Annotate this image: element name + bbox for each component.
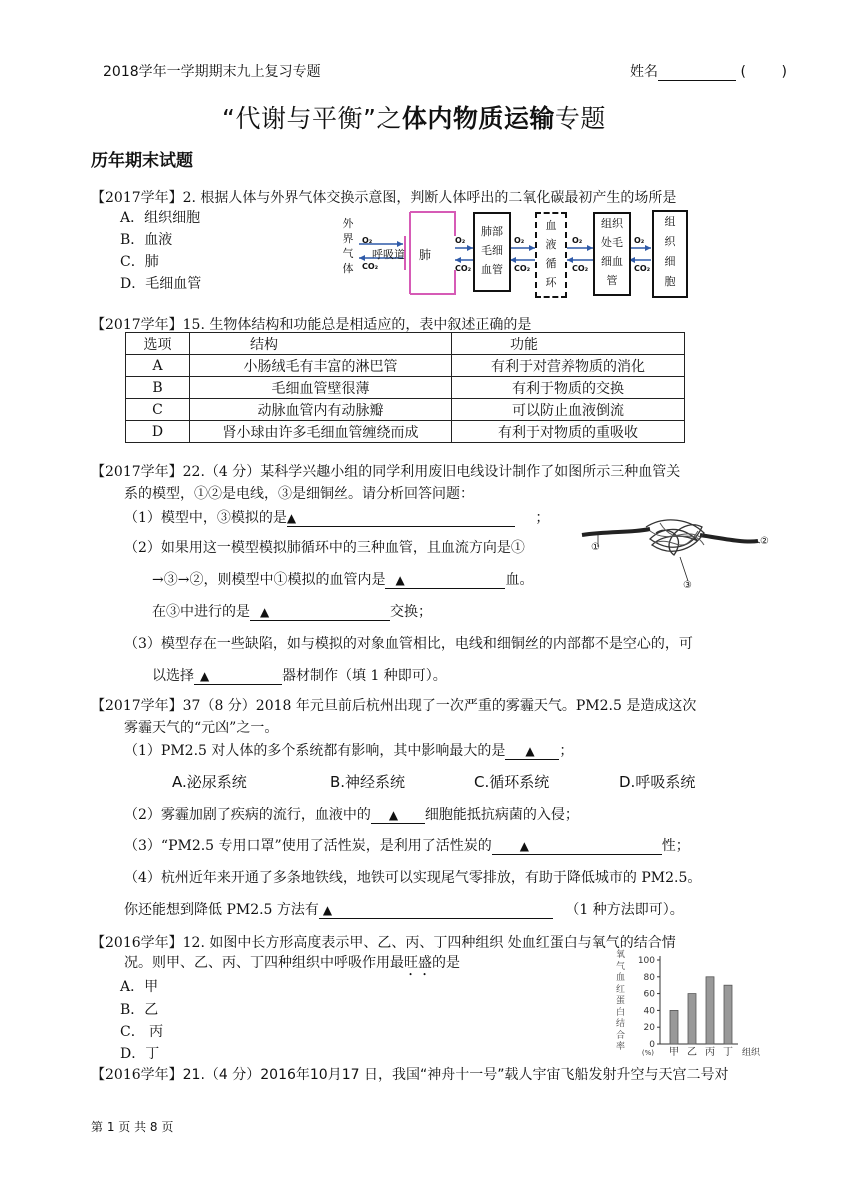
- q2-stem: 【2017学年】15. 生物体结构和功能总是相适应的，表中叙述正确的是: [91, 317, 532, 333]
- model-mark-2: ②: [760, 536, 769, 547]
- chart-bar: [670, 1010, 678, 1044]
- diagram-o2-label-3: O₂: [514, 236, 525, 245]
- q5-option-c: C． 丙: [120, 1024, 164, 1040]
- chart-y-tick-label: 40: [643, 1006, 655, 1017]
- diagram-co2-label-2: CO₂: [455, 264, 472, 273]
- model-mark-3: ③: [683, 580, 692, 591]
- table-cell: C: [126, 399, 190, 421]
- q3-part-3-line-2: 以选择 ▲ 器材制作（填 1 种即可）。: [152, 668, 447, 684]
- chart-y-tick-label: 20: [643, 1023, 655, 1034]
- header-name-label: 姓名 ( ): [630, 64, 787, 80]
- chart-x-tick-label: 丙: [705, 1047, 715, 1058]
- table-cell: 动脉血管内有动脉瓣: [190, 399, 452, 421]
- table-header-cell: 结构: [190, 333, 452, 355]
- q4-option-c: C.循环系统: [474, 773, 550, 791]
- diagram-co2-label: CO₂: [362, 262, 379, 271]
- q4-part-4: （4）杭州近年来开通了多条地铁线，地铁可以实现尾气零排放，有助于降低城市的 PM2.5。: [124, 870, 702, 886]
- chart-bar: [706, 977, 714, 1044]
- oxygen-binding-chart: [612, 948, 770, 1060]
- q4-option-b: B.神经系统: [330, 773, 406, 791]
- q3-part-2-line-2: →③→②，则模型中①模拟的血管内是 ▲ 血。: [152, 572, 534, 588]
- q4-part-5: 你还能想到降低 PM2.5 方法有 ▲ （1 种方法即可）。: [124, 902, 684, 918]
- chart-x-tick-label: 甲: [669, 1047, 679, 1058]
- diagram-lung: 肺: [419, 248, 432, 262]
- page-footer: 第 1 页 共 8 页: [91, 1120, 174, 1134]
- chart-bar: [688, 994, 696, 1044]
- diagram-co2-label-3: CO₂: [514, 264, 531, 273]
- chart-bar: [724, 985, 732, 1044]
- diagram-o2-label: O₂: [362, 236, 373, 245]
- q5-option-a: A．甲: [120, 979, 159, 995]
- table-row: [126, 377, 685, 399]
- page-title: “代谢与平衡”之体内物质运输专题: [222, 104, 606, 133]
- table-cell: 可以防止血液倒流: [452, 399, 685, 421]
- table-cell: 肾小球由许多毛细血管缠绕而成: [190, 421, 452, 443]
- table-header-row: [126, 333, 685, 355]
- diagram-o2-label-4: O₂: [572, 236, 583, 245]
- table-row: [126, 399, 685, 421]
- diagram-co2-label-5: CO₂: [634, 264, 651, 273]
- chart-xlabel: 组织: [742, 1048, 761, 1058]
- diagram-tissue-capillary: 组织处毛细血管: [601, 217, 623, 287]
- table-cell: 小肠绒毛有丰富的淋巴管: [190, 355, 452, 377]
- q4-part-3: （3）“PM2.5 专用口罩”使用了活性炭，是利用了活性炭的 ▲ 性；: [124, 838, 690, 854]
- table-cell: 有利于对营养物质的消化: [452, 355, 685, 377]
- table-row: [126, 355, 685, 377]
- chart-y-tick-label: 100: [637, 956, 655, 966]
- q4-part-1: （1）PM2.5 对人体的多个系统都有影响，其中影响最大的是 ▲ ；: [124, 743, 574, 759]
- chart-x-tick-label: 乙: [687, 1047, 697, 1058]
- table-cell: 毛细血管壁很薄: [190, 377, 452, 399]
- table-cell: B: [126, 377, 190, 399]
- chart-svg: [612, 948, 770, 1060]
- chart-ylabel: 氧气血红蛋白结合率: [616, 950, 626, 1052]
- q1-option-b: B．血液: [120, 232, 173, 248]
- q6-stem: 【2016学年】21.（4 分）2016年10月17 日，我国“神舟十一号”载人宇宙飞船发射升空与天宫二号对: [91, 1067, 729, 1083]
- q5-stem-2: 况。则甲、乙、丙、丁四种组织中呼吸作用最旺盛的是: [124, 955, 460, 971]
- q3-part-3-line-1: （3）模型存在一些缺陷，如与模拟的对象血管相比，电线和细铜丝的内部都不是空心的，可: [124, 636, 693, 652]
- chart-x-tick-label: 丁: [723, 1047, 733, 1058]
- diagram-o2-label-5: O₂: [634, 236, 645, 245]
- q4-option-d: D.呼吸系统: [619, 773, 696, 791]
- header-left: 2018学年一学期期末九上复习专题: [103, 64, 321, 80]
- diagram-co2-label-4: CO₂: [572, 264, 589, 273]
- diagram-airway: 呼吸道: [372, 248, 405, 261]
- q3-stem-1: 【2017学年】22.（4 分）某科学兴趣小组的同学利用废旧电线设计制作了如图所示三种血管关: [91, 464, 681, 480]
- chart-y-tick-label: 0: [649, 1040, 655, 1050]
- chart-y-tick-label: 60: [643, 989, 655, 1000]
- table-row: [126, 421, 685, 443]
- q5-stem-1: 【2016学年】12. 如图中长方形高度表示甲、乙、丙、丁四种组织 处血红蛋白与氧气的结合情: [91, 935, 676, 951]
- diagram-lines: [355, 208, 695, 304]
- q1-option-a: A．组织细胞: [120, 210, 201, 226]
- chart-y-tick-label: 80: [643, 972, 655, 983]
- table-cell: D: [126, 421, 190, 443]
- table-cell: 有利于对物质的重吸收: [452, 421, 685, 443]
- diagram-lung-capillary: 肺部毛细血管: [481, 225, 503, 276]
- q4-part-2: （2）雾霾加剧了疾病的流行，血液中的 ▲ 细胞能抵抗病菌的入侵；: [124, 807, 579, 823]
- q3-stem-2: 系的模型，①②是电线，③是细铜丝。请分析回答问题：: [124, 486, 474, 502]
- q3-part-2-line-3: 在③中进行的是 ▲ 交换；: [152, 604, 432, 620]
- q1-stem: 【2017学年】2. 根据人体与外界气体交换示意图，判断人体呼出的二氧化碳最初产生的场所是: [91, 190, 677, 206]
- diagram-o2-label-2: O₂: [455, 236, 466, 245]
- diagram-outside-air: 外界气体: [342, 217, 354, 275]
- table-cell: 有利于物质的交换: [452, 377, 685, 399]
- q4-stem-2: 雾霾天气的“元凶”之一。: [124, 720, 279, 736]
- table-cell: A: [126, 355, 190, 377]
- q4-stem-1: 【2017学年】37（8 分）2018 年元旦前后杭州出现了一次严重的雾霾天气。PM2.5 是造成这次: [91, 698, 697, 714]
- section-heading: 历年期末试题: [91, 151, 193, 171]
- q3-part-1: （1）模型中，③模拟的是▲ ；: [124, 510, 550, 526]
- model-mark-1: ①: [591, 542, 600, 553]
- table-header-cell: 功能: [452, 333, 685, 355]
- table-header-cell: 选项: [126, 333, 190, 355]
- q5-option-d: D．丁: [120, 1046, 160, 1062]
- diagram-tissue-cell: 组织细胞: [664, 215, 676, 288]
- q5-option-b: B．乙: [120, 1002, 159, 1018]
- q1-option-c: C．肺: [120, 254, 159, 270]
- q4-option-a: A.泌尿系统: [172, 773, 247, 791]
- chart-y-unit: (%): [641, 1049, 654, 1057]
- q1-option-d: D．毛细血管: [120, 276, 202, 292]
- diagram-blood: 血液循环: [545, 219, 557, 289]
- blood-vessel-model-illustration: [580, 505, 780, 605]
- q3-part-2-line-1: （2）如果用这一模型模拟肺循环中的三种血管，且血流方向是①: [124, 540, 525, 556]
- q2-table: [125, 332, 685, 443]
